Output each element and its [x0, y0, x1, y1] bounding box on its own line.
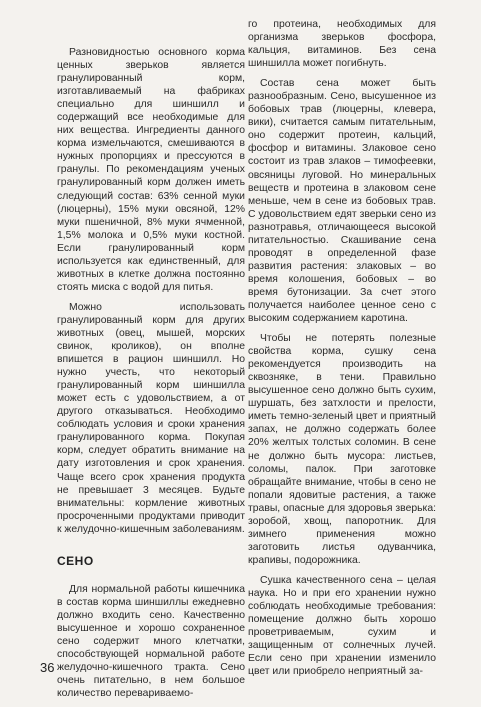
paragraph-hay-storage: Сушка качественного сена – целая наука. Но и при его хранении нужно соблюдать необходимые требования: помещение должно быть хорошо проветриваемым, сухим и защищенным от солнечных лучей. Если сено при хранении изменило цвет или приобрело неприятный за- [248, 574, 436, 678]
paragraph-granulated-feed: Разновидностью основного корма ценных зверьков является гранулированный корм, изготавливаемый на фабриках специально для шиншилл и содержащий все необходимые для них вещества. Ингредиенты данного корма измельчаются, смешиваются в нужных пропорциях и прессуются в гранулы. По рекомендациям ученых гранулированный корм должен иметь следующий состав: 63% сенной муки (люцерны), 15% муки овсяной, 12% муки пшеничной, 8% муки ячменной, 1,5% молока и 0,5% муки костной. Если гранулированный корм используется как единственный, для животных в клетке должна постоянно стоять миска с водой для питья. [57, 47, 245, 293]
paragraph-granulated-feed-usage: Можно использовать гранулированный корм для других животных (овец, мышей, морских свинок, кроликов), он вполне впишется в рацион шиншилл. Но нужно учесть, что некоторый гранулированный корм шиншилла может есть с удовольствием, а от другого отказываться. Необходимо соблюдать условия и сроки хранения гранулированного корма. Покупая корм, следует обратить внимание на дату изготовления и срок хранения. Чаще всего срок хранения продукта не превышает 3 месяцев. Будьте внимательны: кормление животных просроченными продуктами приводит к желудочно-кишечным заболеваниям. [57, 301, 245, 535]
paragraph-hay-intro: Для нормальной работы кишечника в состав корма шиншиллы ежедневно должно входить сено. Качественно высушенное и хорошо сохраненное сено содержит много клетчатки, способствующей нормальной работе желудочно-кишечного тракта. Сено очень питательно, в нем большое количество перевариваемо- [57, 583, 245, 700]
page-number: 36 [40, 660, 55, 675]
right-column [248, 18, 436, 685]
paragraph-hay-composition: Состав сена может быть разнообразным. Сено, высушенное из бобовых трав (люцерны, клевера, вики), считается самым питательным, оно содержит протеин, кальций, фосфор и витамины. Злаковое сено состоит из трав злаков – тимофеевки, овсяницы луговой. Но минеральных веществ и протеина в злаковом сене меньше, чем в сене из бобовых трав. С удовольствием едят зверьки сено из разнотравья, отличающееся высокой питательностью. Скашивание сена проводят в определенной фазе развития растения: злаковых – во время колошения, бобовых – во время бутонизации. За счет этого получается наиболее ценное сено с высоким содержанием каротина. [248, 78, 436, 325]
paragraph-hay-drying: Чтобы не потерять полезные свойства корма, сушку сена рекомендуется производить на сквозняке, в тени. Правильно высушенное сено должно быть сухим, шуршать, без затхлости и прелости, иметь темно-зеленый цвет и приятный запах, не должно содержать более 20% желтых толстых соломин. В сене не должно быть мусора: листьев, соломы, палок. При заготовке обращайте внимание, чтобы в сено не попали ядовитые растения, а также травы, опасные для здоровья зверька: зоробой, хвощ, папоротник. Для зимнего применения можно заготовить листья одуванчика, крапивы, подорожника. [248, 333, 436, 566]
section-heading-hay: СЕНО [57, 553, 94, 568]
left-column [57, 46, 245, 707]
paragraph-hay-intro-continued: го протеина, необходимых для организма зверьков фосфора, кальция, витаминов. Без сена шиншилла может погибнуть. [248, 19, 436, 70]
